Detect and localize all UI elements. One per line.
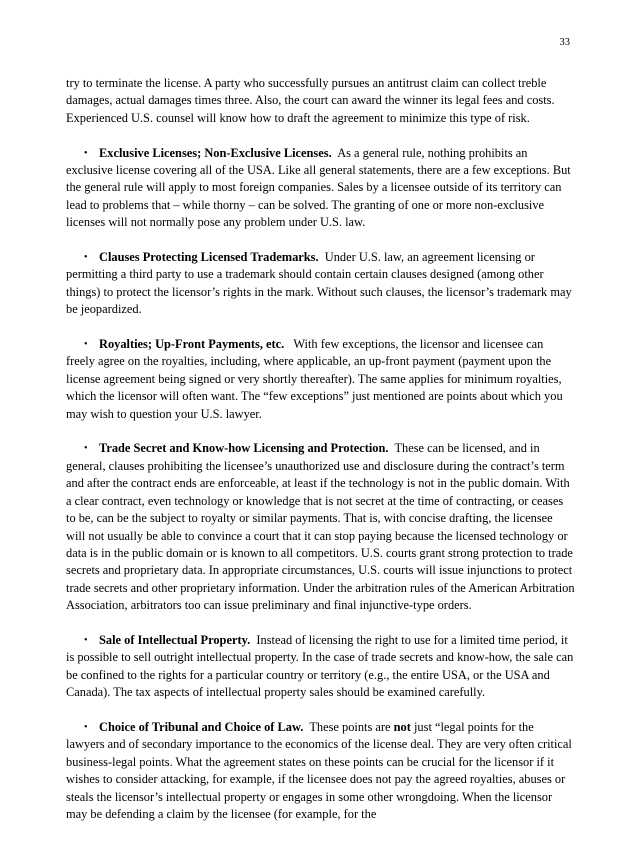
section-heading: Clauses Protecting Licensed Trademarks. xyxy=(99,250,319,265)
bullet-icon: • xyxy=(84,443,88,455)
section-exclusive-licenses xyxy=(66,145,575,232)
section-sale-ip xyxy=(66,632,575,702)
section-heading: Exclusive Licenses; Non-Exclusive Licenses. xyxy=(99,145,332,160)
section-body-emphasis: not xyxy=(393,719,411,734)
bullet-icon: • xyxy=(84,252,88,264)
section-body: Under U.S. law, an agreement licensing or permitting a third party to use a trademark should contain certain clauses designed (among other things) to protect the licensor’s rights in the mark. Without such clauses, the licensor’s trademark may be jeopardized. xyxy=(66,250,572,317)
section-body: Instead of licensing the right to use for a limited time period, it is possible to sell outright intellectual property. In the case of trade secrets and know-how, the sale can be confined to the rights for a particular country or territory (e.g., the entire USA, or the USA and Canada). The tax aspects of intellectual property sales should be examined carefully. xyxy=(66,632,574,700)
bullet-icon: • xyxy=(84,147,88,159)
section-choice-of-law xyxy=(66,719,575,823)
section-heading: Trade Secret and Know-how Licensing and Protection. xyxy=(99,441,389,456)
section-trade-secrets xyxy=(66,440,575,614)
section-heading: Sale of Intellectual Property. xyxy=(99,632,251,647)
section-trademarks xyxy=(66,249,575,319)
page-number: 33 xyxy=(559,37,570,48)
document-body xyxy=(66,75,575,841)
bullet-icon: • xyxy=(84,339,88,351)
bullet-icon: • xyxy=(84,721,88,733)
section-heading: Royalties; Up-Front Payments, etc. xyxy=(99,337,285,352)
intro-paragraph: try to terminate the license. A party who successfully pursues an antitrust claim can collect treble damages, actual damages times three. Also, the court can award the winner its legal fees and costs. Experienced U.S. counsel will know how to draft the agreement to minimize this type of risk. xyxy=(66,76,555,125)
section-body-before: These points are xyxy=(309,719,391,734)
section-body: These can be licensed, and in general, clauses prohibiting the licensee’s unauthorized use and disclosure during the contract’s term and after the contract ends are enforceable, at least if the technology is not in the public domain. With a clear contract, even technology or knowledge that is not secret at the time of contracting, or ceases to be, can be the subject to royalty or similar payments. That is, with concise drafting, the licensee will not usually be able to convince a court that it can stop paying because the licensed technology or data is in the public domain or is known to all competitors. U.S. courts grant strong protection to trade secrets and proprietary data. In appropriate circumstances, U.S. courts will issue injunctions to protect trade secrets and other proprietary information. Under the arbitration rules of the American Arbitration Association, arbitrators too can issue preliminary and final injunctive-type orders. xyxy=(66,441,575,613)
section-heading: Choice of Tribunal and Choice of Law. xyxy=(99,719,304,734)
section-body: With few exceptions, the licensor and licensee can freely agree on the royalties, including, where applicable, an up-front payment (payment upon the license agreement being signed or very shortly thereafter). The same applies for minimum royalties, which the licensor will often want. The “few exceptions” just mentioned are points about which you may wish to question your U.S. lawyer. xyxy=(66,337,563,421)
section-royalties xyxy=(66,336,575,423)
bullet-icon: • xyxy=(84,634,88,646)
section-body: As a general rule, nothing prohibits an exclusive license covering all of the USA. Like all general statements, there are a few exceptions. But the general rule will apply to most foreign companies. Sales by a licensee outside of its territory can lead to problems that – while thorny – can be solved. The granting of one or more non-exclusive licenses will not normally pose any problem under U.S. law. xyxy=(66,145,571,230)
section-body-after: just “legal points for the lawyers and of secondary importance to the economics of the license deal. They are very often critical business-legal points. What the agreement states on these points can be crucial for the licensor if it wishes to consider attacking, for example, if the licensee does not pay the agreed royalties, abuses or steals the licensor’s intellectual property or engages in some other wrongdoing. When the licensor may be defending a claim by the licensee (for example, for the xyxy=(66,719,572,821)
